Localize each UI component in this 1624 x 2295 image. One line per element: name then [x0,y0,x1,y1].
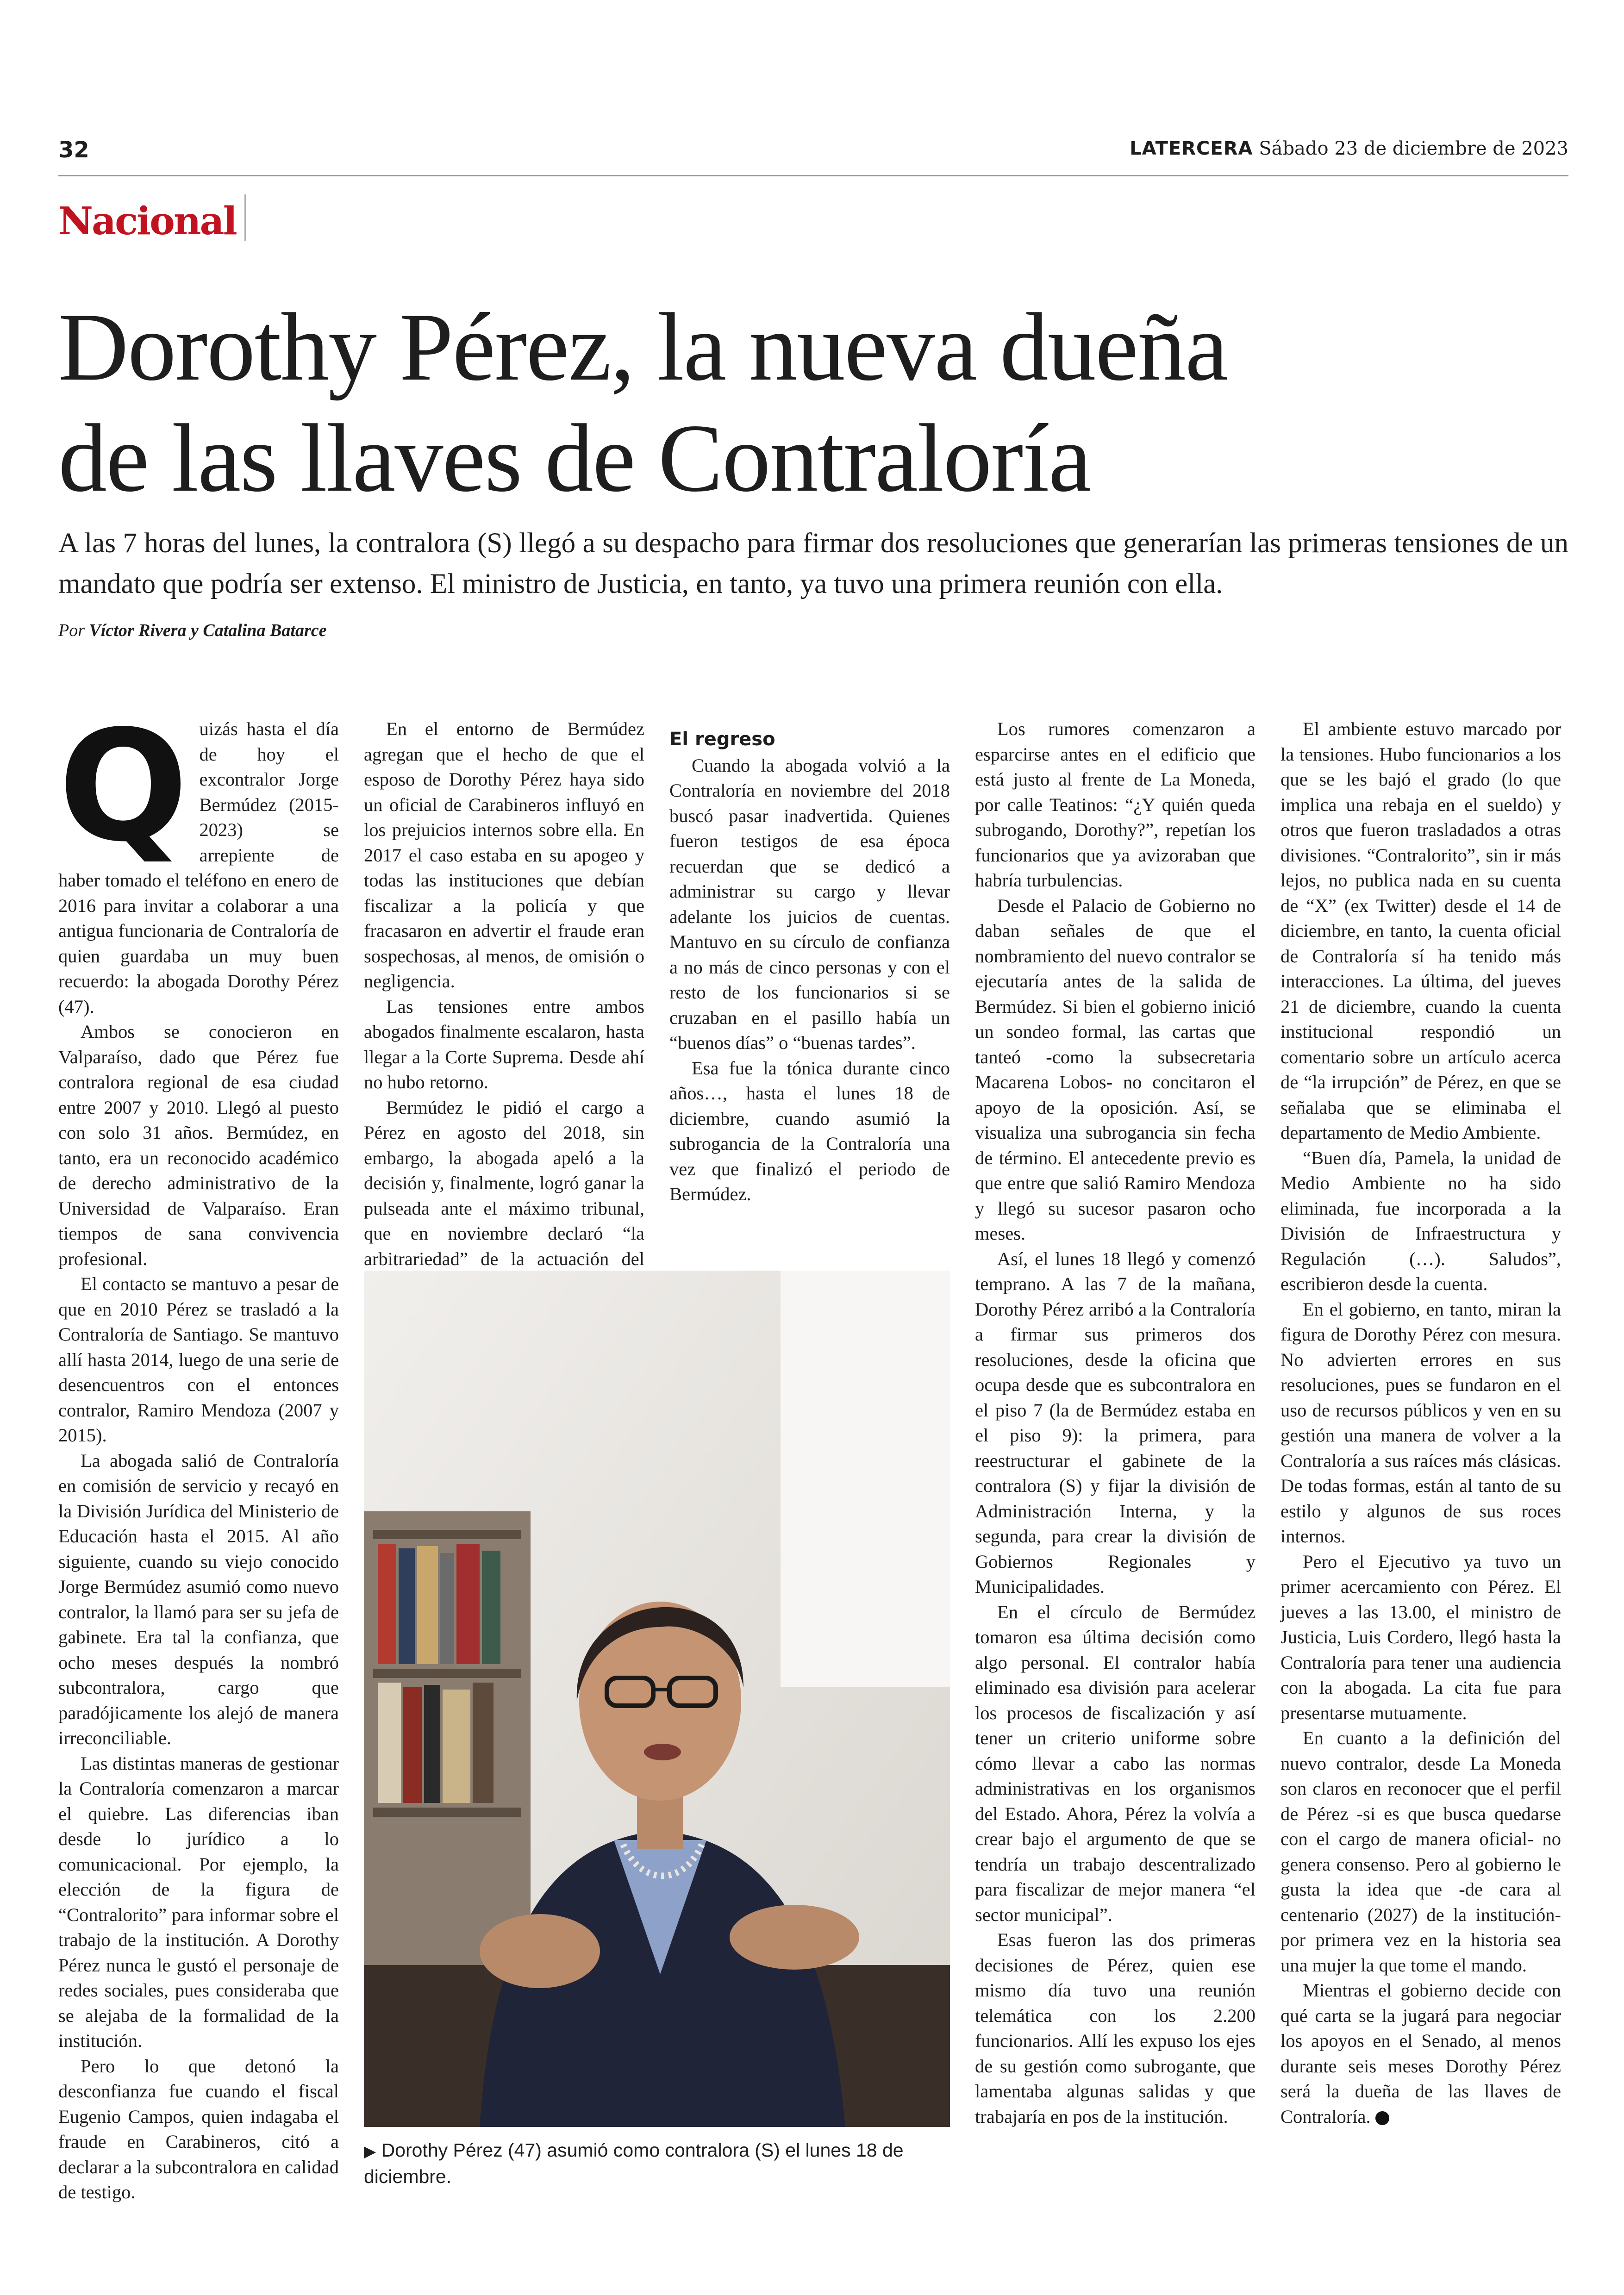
paragraph: Ambos se conocieron en Valparaíso, dado que Pérez fue contralora regional de esa ciudad entre 2007 y 2010. Llegó al puesto con solo 31 años. Bermúdez, en tanto, era un reconocido académico de derecho administrativo de la Universidad de Valparaíso. Eran tiempos de sana convivencia profesional. [58,1021,339,1269]
subheading: El regreso [669,729,775,750]
paragraph: Las tensiones entre ambos abogados finalmente escalaron, hasta llegar a la Corte Suprema. Desde ahí no hubo retorno. [364,996,644,1092]
photo-caption [364,2138,950,2189]
article-photo [364,1271,950,2127]
paragraph: Pero lo que detonó la desconfianza fue cuando el fiscal Eugenio Campos, quien indagaba el fraude en Carabineros, citó a declarar a la subcontralora en calidad de testigo. [58,2055,339,2202]
article-column-5 [1280,717,1561,2129]
paragraph-text: Mientras el gobierno decide con qué carta se la jugará para negociar los apoyos en el Senado, al menos durante seis meses Dorothy Pérez será la dueña de las llaves de Contraloría. [1280,1980,1561,2127]
paragraph: El ambiente estuvo marcado por la tensiones. Hubo funcionarios a los que se les bajó el grado (lo que implica una rebaja en el sueldo) y otros que fueron trasladados a otras divisiones. “Contralorito”, sin ir más lejos, no publica nada en su cuenta de “X” (ex Twitter) desde el 14 de diciembre, en tanto, la cuenta oficial de Contraloría sí ha tenido más interacciones. La última, del jueves 21 de diciembre, cuando la cuenta institucional respondió un comentario sobre un artículo acerca de “la irrupción” de Pérez, en que se señalaba que se eliminaba el departamento de Medio Ambiente. [1280,718,1561,1143]
paragraph: En el entorno de Bermúdez agregan que el hecho de que el esposo de Dorothy Pérez haya sido un oficial de Carabineros influyó en los prejuicios internos sobre ella. En 2017 el caso estaba en su apogeo y todas las instituciones que debían fiscalizar a la policía y que fracasaron en advertir el fraude eran sospechosas, al menos, de omisión o negligencia. [364,718,644,992]
paragraph: Esa fue la tónica durante cinco años…, hasta el lunes 18 de diciembre, cuando asumió la subrogancia de la Contraloría una vez que finalizó el periodo de Bermúdez. [669,1057,950,1204]
paragraph: Las distintas maneras de gestionar la Contraloría comenzaron a marcar el quiebre. Las diferencias iban desde lo jurídico a lo comunicacional. Por ejemplo, la elección de la figura de “Contralorito” para informar sobre el trabajo de la institución. A Dorothy Pérez nunca le gustó el personaje de redes sociales, pues consideraba que se alejaba de la formalidad de la institución. [58,1752,339,2051]
paragraph: Bermúdez le pidió el cargo a Pérez en agosto del 2018, sin embargo, la abogada apeló a la decisión y, finalmente, logró ganar la pulseada ante el máximo tribunal, que en noviembre declaró “la arbitrariedad” de la actuación del [364,1097,644,1269]
paragraph: En el gobierno, en tanto, miran la figura de Dorothy Pérez con mesura. No advierten errores en sus resoluciones, pues se fundaron en el uso de recursos públicos y ven en su gestión una manera de volver a la Contraloría a sus raíces más clásicas. De todas formas, están al tanto de su estilo y algunos de sus roces internos. [1280,1298,1561,1547]
paragraph: Desde el Palacio de Gobierno no daban señales de que el nombramiento del nuevo contralor se ejecutaría antes de la salida de Bermúdez. Si bien el gobierno inició un sondeo formal, las cartas que tanteó -como la subsecretaria Macarena Lobos- no concitaron el apoyo de la oposición. Así, se visualiza una subrogancia sin fecha de término. El antecedente previo es que entre que salió Ramiro Mendoza y llegó su sucesor pasaron ocho meses. [975,895,1255,1244]
masthead-date: Sábado 23 de diciembre de 2023 [1259,138,1568,159]
paragraph [1280,1978,1561,2129]
byline-prefix: Por [58,621,85,640]
headline-line-1: Dorothy Pérez, la nueva dueña [58,293,1228,401]
article-column-1 [58,698,339,2205]
portrait-illustration [364,1271,950,2127]
drop-cap: Q [58,698,188,875]
article-column-4 [975,717,1255,2129]
article-column-2 [364,717,644,1269]
headline-line-2: de las llaves de Contraloría [58,405,1091,512]
headline [58,292,1568,514]
caption-text: Dorothy Pérez (47) asumió como contralora (S) el lunes 18 de diciembre. [364,2139,904,2187]
paragraph: En el círculo de Bermúdez tomaron esa última decisión como algo personal. El contralor había eliminado esa división para acelerar los procesos de fiscalización y así tener un criterio uniforme sobre cómo llevar a cabo las normas administrativas en los organismos del Estado. Ahora, Pérez la volvía a crear bajo el argumento de que se tendría un trabajo descentralizado para fiscalizar de mejor manera “el sector municipal”. [975,1601,1255,1925]
paragraph: uizás hasta el día de hoy el excontralor Jorge Bermúdez (2015-2023) se arrepiente de haber tomado el teléfono en enero de 2016 para invitar a colaborar a una antigua funcionaria de Contraloría de quien guardaba un muy buen recuerdo: la abogada Dorothy Pérez (47). [58,718,339,1017]
masthead [1130,138,1568,159]
paragraph: Pero el Ejecutivo ya tuvo un primer acercamiento con Pérez. El jueves a las 13.00, el ministro de Justicia, Luis Cordero, llegó hasta la Contraloría para tener una audiencia con la abogada. La cita fue para presentarse mutuamente. [1280,1551,1561,1723]
end-mark-icon [1375,2111,1389,2125]
caption-marker-icon: ▶ [364,2143,376,2160]
masthead-brand: LATERCERA [1130,138,1253,159]
paragraph: En cuanto a la definición del nuevo contralor, desde La Moneda son claros en reconocer que el perfil de Pérez -si es que busca quedarse con el cargo de manera oficial- no genera consenso. Pero al gobierno le gusta la idea que -de cara al centenario (2027) de la institución- por primera vez en la historia sea una mujer la que tome el mando. [1280,1727,1561,1976]
paragraph: Esas fueron las dos primeras decisiones de Pérez, quien ese mismo día tuvo una reunión telemática con los 2.200 funcionarios. Allí les expuso los ejes de su gestión como subrogante, que lamentaba algunas salidas y que trabajaría en pos de la institución. [975,1929,1255,2127]
paragraph: Así, el lunes 18 llegó y comenzó temprano. A las 7 de la mañana, Dorothy Pérez arribó a la Contraloría a firmar sus primeros dos resoluciones, desde la oficina que ocupa desde que es subcontralora en el piso 7 (la de Bermúdez estaba en el piso 9): la primera, para reestructurar el gabinete de la contralora (S) y fijar la división de Administración Interna, y la segunda, para crear la división de Gobiernos Regionales y Municipalidades. [975,1248,1255,1597]
paragraph: Cuando la abogada volvió a la Contraloría en noviembre del 2018 buscó pasar inadvertida. Quienes fueron testigos de esa época recuerdan que se dedicó a administrar su cargo y llevar adelante los juicios de cuentas. Mantuvo en su círculo de confianza a no más de cinco personas y con el resto de los funcionarios si se cruzaban en el pasillo había un “buenos días” o “buenas tardes”. [669,755,950,1053]
dek: A las 7 horas del lunes, la contralora (S) llegó a su despacho para firmar dos resoluciones que generarían las primeras tensiones de un mandato que podría ser extenso. El ministro de Justicia, en tanto, ya tuvo una primera reunión con ella. [58,528,1568,599]
section-label: Nacional [58,199,236,243]
section-divider [244,194,246,241]
paragraph: El contacto se mantuvo a pesar de que en 2010 Pérez se trasladó a la Contraloría de Santiago. Se mantuvo allí hasta 2014, luego de una serie de desencuentros con el entonces contralor, Ramiro Mendoza (2007 y 2015). [58,1273,339,1446]
byline [58,620,326,641]
paragraph: Los rumores comenzaron a esparcirse antes en el edificio que está justo al frente de La Moneda, por calle Teatinos: “¿Y quién queda subrogando, Dorothy?”, repetían los funcionarios que ya avizoraban que habría turbulencias. [975,718,1255,891]
header-rule [58,175,1568,176]
byline-authors: Víctor Rivera y Catalina Batarce [89,621,327,640]
paragraph: La abogada salió de Contraloría en comisión de servicio y recayó en la División Jurídica del Ministerio de Educación hasta el 2015. Al año siguiente, cuando su viejo conocido Jorge Bermúdez asumió como nuevo contralor, la llamó para ser su jefa de gabinete. Era tal la confianza, que ocho meses después la nombró subcontralora, cargo que paradójicamente los alejó de manera irreconciliable. [58,1450,339,1748]
article-column-3 [669,717,950,1258]
page-number: 32 [58,137,89,163]
paragraph: “Buen día, Pamela, la unidad de Medio Ambiente no ha sido eliminada, fue incorporada a la División de Infraestructura y Regulación (…). Saludos”, escribieron desde la cuenta. [1280,1147,1561,1294]
